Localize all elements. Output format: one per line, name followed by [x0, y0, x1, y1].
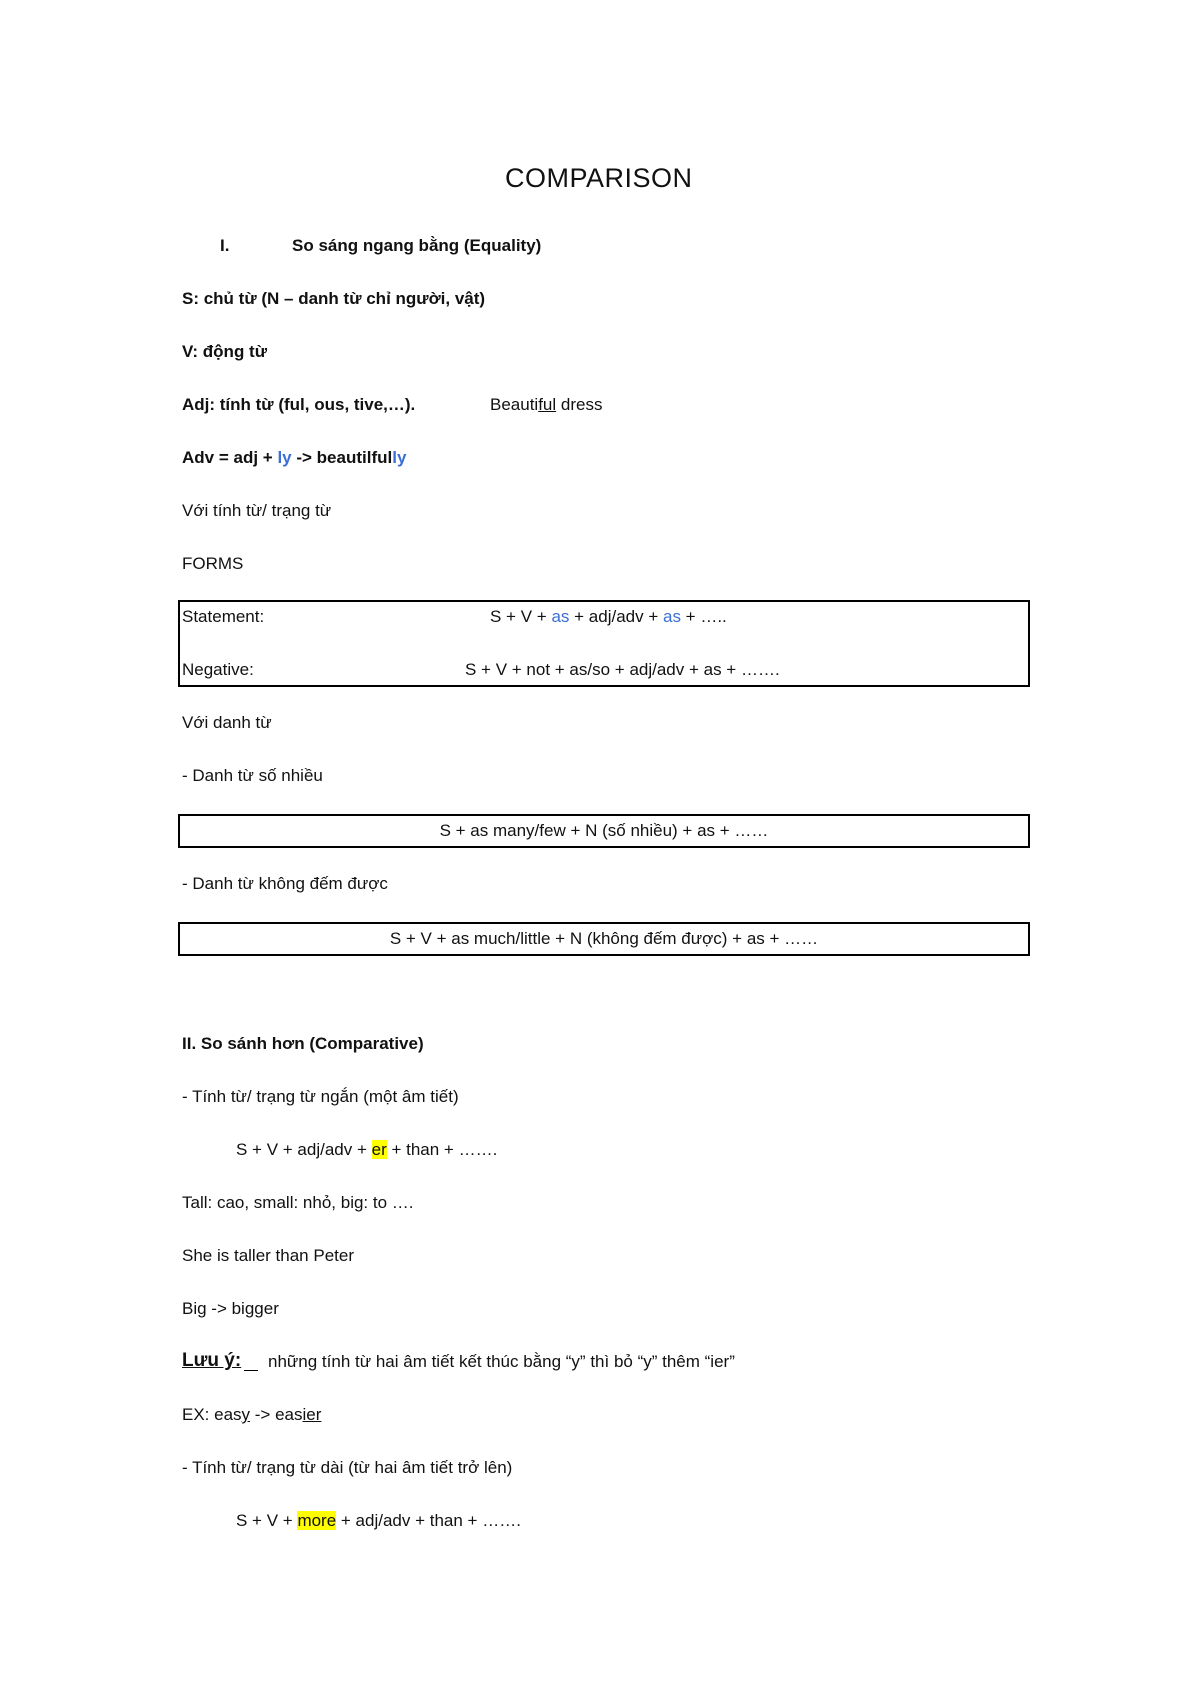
adjective-example-suffix: ful	[538, 395, 557, 414]
adverb-def-part2: -> beautilful	[291, 448, 393, 467]
note-label: Lưu ý:	[182, 1350, 242, 1371]
easy-stem: EX: eas	[182, 1405, 242, 1424]
plural-formula: S + as many/few + N (số nhiều) + as + ……	[439, 821, 769, 840]
statement-f2: + adj/adv +	[569, 607, 663, 626]
statement-formula	[490, 606, 727, 628]
statement-f1: S + V +	[490, 607, 552, 626]
uncountable-noun-label: - Danh từ không đếm được	[182, 874, 388, 893]
adjective-definition: Adj: tính từ (ful, ous, tive,…).	[182, 395, 416, 414]
adverb-ly-suffix: ly	[277, 448, 292, 467]
statement-label: Statement:	[182, 607, 265, 626]
long-formula-f1: S + V +	[236, 1511, 298, 1530]
uncountable-formula: S + V + as much/little + N (không đếm được) + as + ……	[389, 929, 819, 948]
forms-label: FORMS	[182, 554, 244, 573]
adjective-example	[490, 394, 602, 416]
more-highlight: more	[297, 1511, 337, 1530]
section-2-heading: II. So sánh hơn (Comparative)	[182, 1034, 424, 1053]
negative-label: Negative:	[182, 660, 254, 679]
note-underline-gap	[244, 1370, 258, 1371]
plural-noun-label: - Danh từ số nhiều	[182, 766, 323, 785]
example-easy	[182, 1404, 321, 1426]
er-suffix-highlight: er	[371, 1140, 387, 1159]
statement-as-2: as	[662, 607, 681, 626]
example-meanings: Tall: cao, small: nhỏ, big: to ….	[182, 1193, 414, 1212]
adverb-definition	[182, 447, 406, 469]
page-title: COMPARISON	[505, 163, 693, 193]
short-adjective-formula	[236, 1139, 497, 1161]
easy-ier: ier	[302, 1405, 322, 1424]
adverb-def-part1: Adv = adj +	[182, 448, 278, 467]
with-noun-label: Với danh từ	[182, 713, 272, 732]
statement-f3: + …..	[680, 607, 727, 626]
section-1-number: I.	[220, 236, 230, 255]
example-sentence: She is taller than Peter	[182, 1246, 354, 1265]
note-text: những tính từ hai âm tiết kết thúc bằng “y” thì bỏ “y” thêm “ier”	[268, 1352, 735, 1371]
long-adjective-label: - Tính từ/ trạng từ dài (từ hai âm tiết trở lên)	[182, 1458, 513, 1477]
long-adjective-formula	[236, 1510, 521, 1532]
verb-definition: V: động từ	[182, 342, 268, 361]
short-adjective-label: - Tính từ/ trạng từ ngắn (một âm tiết)	[182, 1087, 459, 1106]
negative-formula: S + V + not + as/so + adj/adv + as + …….	[465, 660, 780, 679]
easy-mid: -> eas	[250, 1405, 303, 1424]
example-big: Big -> bigger	[182, 1299, 279, 1318]
long-formula-f2: + adj/adv + than + …….	[336, 1511, 521, 1530]
short-formula-f2: + than + …….	[386, 1140, 498, 1159]
easy-y: y	[241, 1405, 251, 1424]
with-adjective-label: Với tính từ/ trạng từ	[182, 501, 332, 520]
statement-as-1: as	[551, 607, 570, 626]
short-formula-f1: S + V + adj/adv +	[236, 1140, 372, 1159]
adverb-ly-suffix-2: ly	[392, 448, 407, 467]
section-1-heading: So sáng ngang bằng (Equality)	[292, 236, 542, 255]
adjective-example-rest: dress	[556, 395, 603, 414]
adjective-example-stem: Beauti	[490, 395, 539, 414]
subject-definition: S: chủ từ (N – danh từ chỉ người, vật)	[182, 289, 486, 308]
